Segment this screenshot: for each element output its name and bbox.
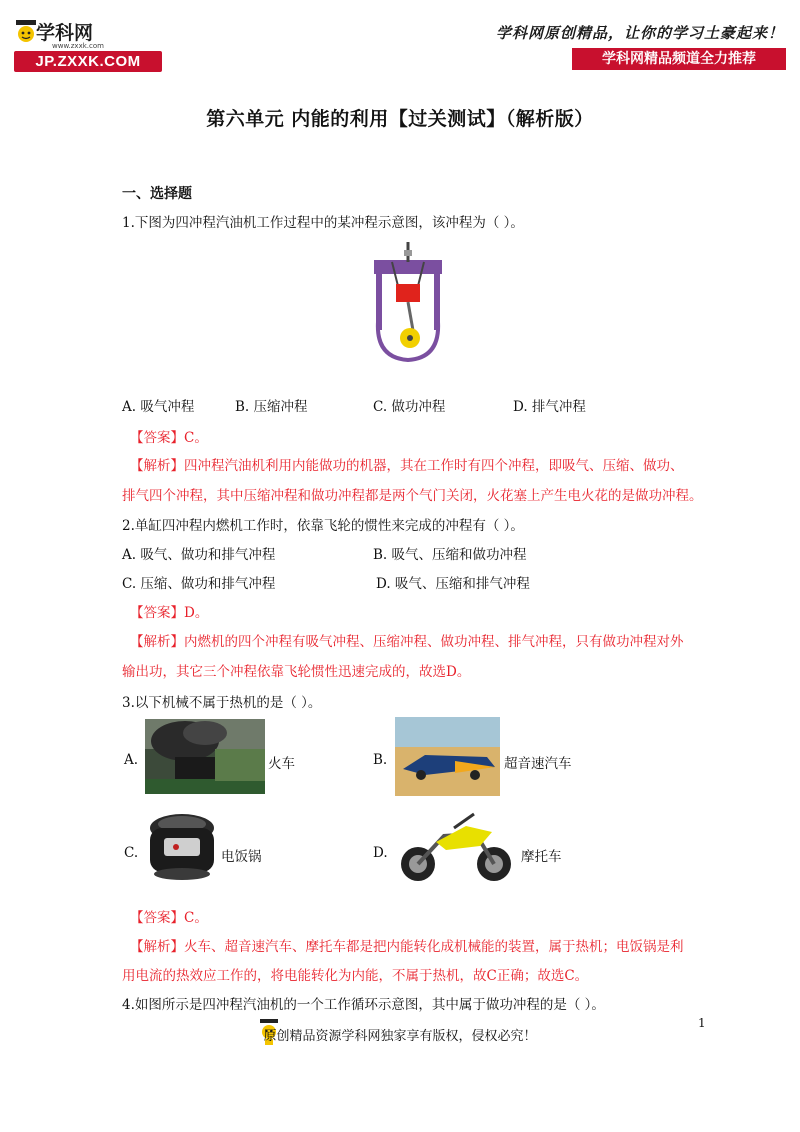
q3-stem: 3.以下机械不属于热机的是（ ）。 (122, 695, 322, 711)
supersonic-car-image (395, 717, 500, 796)
q3-option-b-text: 超音速汽车 (504, 756, 572, 772)
train-image (145, 719, 265, 794)
q3-option-a-label: A. (124, 752, 139, 768)
q2-option-d: D. 吸气、压缩和排气冲程 (376, 576, 530, 592)
q1-analysis-line2: 排气四个冲程，其中压缩冲程和做功冲程都是两个气门关闭，火花塞上产生电火花的是做功冲程。 (122, 488, 703, 504)
logo-title: 学科网 (36, 22, 94, 44)
q1-analysis-line1: 【解析】四冲程汽油机利用内能做功的机器，其在工作时有四个冲程，即吸气、压缩、做功、 (130, 458, 684, 474)
q2-option-c: C. 压缩、做功和排气冲程 (122, 576, 276, 592)
q1-option-b: B. 压缩冲程 (235, 399, 308, 415)
footer-copyright: 原创精品资源学科网独家享有版权，侵权必究！ (263, 1029, 537, 1044)
q4-stem: 4.如图所示是四冲程汽油机的一个工作循环示意图，其中属于做功冲程的是（ ）。 (122, 997, 605, 1013)
q2-option-b: B. 吸气、压缩和做功冲程 (373, 547, 527, 563)
q1-answer: 【答案】C。 (130, 430, 208, 446)
q1-option-c: C. 做功冲程 (373, 399, 446, 415)
page-number: 1 (698, 1016, 706, 1030)
q2-analysis-line1: 【解析】内燃机的四个冲程有吸气冲程、压缩冲程、做功冲程、排气冲程，只有做功冲程对外 (130, 634, 684, 650)
q2-option-a: A. 吸气、做功和排气冲程 (122, 547, 276, 563)
header-banner: 学科网精品频道全力推荐 (572, 48, 786, 70)
q3-option-a-text: 火车 (268, 756, 295, 772)
q3-option-c-label: C. (124, 845, 139, 861)
page-title: 第六单元 内能的利用【过关测试】（解析版） (206, 108, 594, 130)
q3-option-d-label: D. (373, 845, 388, 861)
section-heading: 一、选择题 (122, 186, 192, 202)
q1-option-d: D. 排气冲程 (513, 399, 586, 415)
logo-url-small: www.zxxk.com (52, 42, 104, 50)
q2-stem: 2.单缸四冲程内燃机工作时，依靠飞轮的惯性来完成的冲程有（ ）。 (122, 518, 524, 534)
logo-url: JP.ZXXK.COM (14, 51, 162, 72)
q2-analysis-line2: 输出功，其它三个冲程依靠飞轮惯性迅速完成的，故选D。 (122, 664, 471, 680)
mascot-icon (14, 18, 38, 48)
q3-option-c-text: 电饭锅 (221, 849, 262, 865)
rice-cooker-image (146, 808, 218, 884)
q1-option-a: A. 吸气冲程 (122, 399, 195, 415)
header-slogan: 学科网原创精品，让你的学习土豪起来！ (495, 24, 784, 42)
engine-diagram-image (372, 240, 444, 364)
q3-analysis-line1: 【解析】火车、超音速汽车、摩托车都是把内能转化成机械能的装置，属于热机；电饭锅是利 (130, 939, 684, 955)
q3-answer: 【答案】C。 (130, 910, 208, 926)
q3-option-d-text: 摩托车 (521, 849, 562, 865)
q3-analysis-line2: 用电流的热效应工作的，将电能转化为内能，不属于热机，故C正确；故选C。 (122, 968, 589, 984)
q3-option-b-label: B. (373, 752, 388, 768)
q1-stem: 1.下图为四冲程汽油机工作过程中的某冲程示意图，该冲程为（ ）。 (122, 215, 524, 231)
motorcycle-image (396, 806, 518, 886)
site-logo (14, 18, 164, 74)
q2-answer: 【答案】D。 (130, 605, 209, 621)
